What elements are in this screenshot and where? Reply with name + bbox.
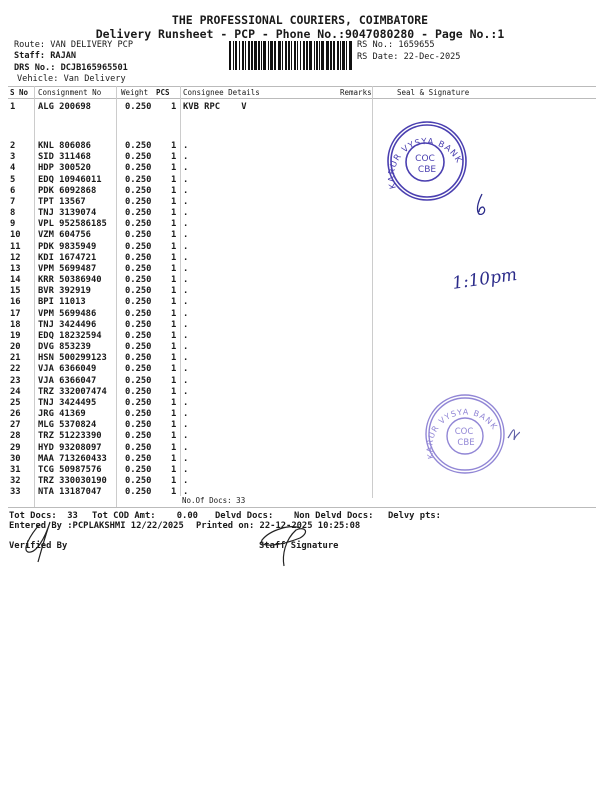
barcode-bar <box>239 41 240 70</box>
consignment-no: ALG 200698 <box>38 102 91 112</box>
signature-scribbles <box>0 510 600 570</box>
consignee-details: . <box>183 342 189 353</box>
weight: 0.250 <box>125 397 152 408</box>
bank-stamp-1 <box>384 118 474 208</box>
consignment-no: HYD 93208097 <box>38 442 102 453</box>
barcode-bar <box>270 41 273 70</box>
consignee-details: . <box>183 163 189 174</box>
consignment-no: VPL 952586185 <box>38 219 107 230</box>
barcode-bar <box>314 41 315 70</box>
consignment-no: VPM 5699486 <box>38 308 97 319</box>
table-row <box>0 197 600 208</box>
consignment-no: PDK 6092868 <box>38 185 97 196</box>
consignee-details: . <box>183 487 189 498</box>
col-pcs: PCS <box>156 88 170 97</box>
svg-text:COC: COC <box>454 427 474 437</box>
barcode-bar <box>300 41 301 70</box>
barcode-bar <box>326 41 329 70</box>
consignment-no: DVG 853239 <box>38 342 91 353</box>
pcs: 1 <box>171 386 177 397</box>
barcode-bar <box>261 41 262 70</box>
barcode-bar <box>337 41 339 70</box>
weight: 0.250 <box>125 342 152 353</box>
no-of-docs: No.Of Docs: 33 <box>182 496 246 505</box>
barcode-bar <box>346 41 347 70</box>
table-row <box>0 364 600 375</box>
table-row <box>0 141 600 152</box>
table-row <box>0 342 600 353</box>
consignee-details: KVB RPC V <box>183 102 247 112</box>
pcs: 1 <box>171 185 177 196</box>
weight: 0.250 <box>125 241 152 252</box>
consignee-details: . <box>183 208 189 219</box>
pcs: 1 <box>171 208 177 219</box>
barcode-bar <box>229 41 231 70</box>
consignee-details: . <box>183 397 189 408</box>
weight: 0.250 <box>125 230 152 241</box>
barcode <box>229 41 354 70</box>
barcode-bar <box>278 41 281 70</box>
s-no: 19 <box>10 330 21 341</box>
consignment-no: TCG 50987576 <box>38 464 102 475</box>
consignee-details: . <box>183 420 189 431</box>
weight: 0.250 <box>125 319 152 330</box>
s-no: 12 <box>10 252 21 263</box>
pcs: 1 <box>171 319 177 330</box>
consignee-details: . <box>183 286 189 297</box>
consignee-details: . <box>183 141 189 151</box>
verified-by: Verified By <box>9 541 68 551</box>
s-no: 18 <box>10 319 21 330</box>
weight: 0.250 <box>125 152 152 163</box>
table-row <box>0 331 600 342</box>
weight: 0.250 <box>125 476 152 487</box>
pcs: 1 <box>171 330 177 341</box>
barcode-bar <box>333 41 335 70</box>
table-row <box>0 208 600 219</box>
consignment-no: TNJ 3139074 <box>38 208 97 219</box>
barcode-bar <box>319 41 320 70</box>
barcode-bar <box>291 41 292 70</box>
consignment-no: HSN 500299123 <box>38 353 107 364</box>
table-row <box>0 175 600 186</box>
weight: 0.250 <box>125 286 152 297</box>
weight: 0.250 <box>125 208 152 219</box>
consignment-no: BPI 11013 <box>38 297 86 308</box>
table-row <box>0 186 600 197</box>
consignment-no: HDP 300520 <box>38 163 91 174</box>
table-row <box>0 353 600 364</box>
pcs: 1 <box>171 241 177 252</box>
barcode-bar <box>274 41 276 70</box>
s-no: 5 <box>10 174 16 185</box>
s-no: 2 <box>10 141 16 151</box>
non-delvd-docs: Non Delvd Docs: <box>294 511 374 521</box>
barcode-bar <box>245 41 246 70</box>
rs-no: RS No.: 1659655 <box>357 40 435 50</box>
barcode-bar <box>254 41 257 70</box>
s-no: 21 <box>10 353 21 364</box>
pcs: 1 <box>171 141 177 151</box>
staff: Staff: RAJAN <box>14 51 77 61</box>
barcode-bar <box>330 41 332 70</box>
consignee-details: . <box>183 375 189 386</box>
pcs: 1 <box>171 364 177 375</box>
barcode-bar <box>297 41 298 70</box>
pcs: 1 <box>171 174 177 185</box>
consignee-details: . <box>183 431 189 442</box>
barcode-bar <box>288 41 290 70</box>
consignee-details: . <box>183 230 189 241</box>
svg-text:COC: COC <box>415 154 435 164</box>
consignment-no: TRZ 332007474 <box>38 386 107 397</box>
s-no: 1 <box>10 102 16 112</box>
consignee-details: . <box>183 174 189 185</box>
weight: 0.250 <box>125 275 152 286</box>
s-no: 11 <box>10 241 21 252</box>
pcs: 1 <box>171 420 177 431</box>
pcs: 1 <box>171 442 177 453</box>
s-no: 6 <box>10 185 16 196</box>
tot-docs: Tot Docs: 33 <box>9 511 78 521</box>
svg-text:KARUR VYSYA BANK: KARUR VYSYA BANK <box>387 136 464 190</box>
entered-by: Entered By :PCPLAKSHMI 12/22/2025 <box>9 521 184 531</box>
consignment-no: KDI 1674721 <box>38 252 97 263</box>
consignment-no: SID 311468 <box>38 152 91 163</box>
s-no: 8 <box>10 208 16 219</box>
weight: 0.250 <box>125 453 152 464</box>
s-no: 25 <box>10 397 21 408</box>
weight: 0.250 <box>125 420 152 431</box>
weight: 0.250 <box>125 308 152 319</box>
col-seal: Seal & Signature <box>397 88 470 97</box>
rs-date: RS Date: 22-Dec-2025 <box>357 52 461 62</box>
col-sno: S No <box>10 88 29 97</box>
weight: 0.250 <box>125 431 152 442</box>
consignment-no: NTA 13187047 <box>38 487 102 498</box>
svg-text:KARUR VYSYA BANK: KARUR VYSYA BANK <box>425 407 500 460</box>
pcs: 1 <box>171 196 177 207</box>
barcode-bar <box>285 41 287 70</box>
barcode-bar <box>258 41 260 70</box>
pcs: 1 <box>171 152 177 163</box>
s-no: 9 <box>10 219 16 230</box>
table-row <box>0 297 600 308</box>
staff-signature: Staff Signature <box>259 541 339 551</box>
weight: 0.250 <box>125 263 152 274</box>
consignee-details: . <box>183 196 189 207</box>
weight: 0.250 <box>125 219 152 230</box>
consignment-no: EDQ 10946011 <box>38 174 102 185</box>
pcs: 1 <box>171 102 177 112</box>
weight: 0.250 <box>125 196 152 207</box>
s-no: 31 <box>10 464 21 475</box>
s-no: 33 <box>10 487 21 498</box>
consignment-no: KNL 806086 <box>38 141 91 151</box>
table-row <box>0 219 600 230</box>
table-row <box>0 163 600 174</box>
vehicle: Vehicle: Van Delivery <box>17 74 126 84</box>
s-no: 7 <box>10 196 16 207</box>
bank-stamp-2 <box>420 392 520 482</box>
weight: 0.250 <box>125 163 152 174</box>
consignee-details: . <box>183 297 189 308</box>
pcs: 1 <box>171 230 177 241</box>
s-no: 3 <box>10 152 16 163</box>
consignee-details: . <box>183 476 189 487</box>
consignment-no: EDQ 18232594 <box>38 330 102 341</box>
delvd-docs: Delvd Docs: <box>215 511 274 521</box>
consignment-no: VPM 5699487 <box>38 263 97 274</box>
pcs: 1 <box>171 263 177 274</box>
consignee-details: . <box>183 386 189 397</box>
barcode-bar <box>294 41 296 70</box>
barcode-bar <box>251 41 253 70</box>
pcs: 1 <box>171 286 177 297</box>
s-no: 29 <box>10 442 21 453</box>
weight: 0.250 <box>125 102 152 112</box>
pcs: 1 <box>171 163 177 174</box>
drs-no: DRS No.: DCJB165965501 <box>14 63 128 73</box>
barcode-bar <box>248 41 250 70</box>
col-remarks: Remarks <box>340 88 372 97</box>
consignee-details: . <box>183 219 189 230</box>
table-row <box>0 320 600 331</box>
s-no: 28 <box>10 431 21 442</box>
svg-text:CBE: CBE <box>417 165 437 175</box>
consignment-no: BVR 392919 <box>38 286 91 297</box>
consignee-details: . <box>183 353 189 364</box>
consignee-details: . <box>183 241 189 252</box>
barcode-bar <box>235 41 237 70</box>
route: Route: VAN DELIVERY PCP <box>14 40 133 50</box>
col-consignee: Consignee Details <box>183 88 260 97</box>
barcode-bar <box>268 41 269 70</box>
consignment-no: TRZ 330030190 <box>38 476 107 487</box>
weight: 0.250 <box>125 297 152 308</box>
table-row <box>0 487 600 498</box>
barcode-bar <box>306 41 308 70</box>
pcs: 1 <box>171 308 177 319</box>
consignee-details: . <box>183 263 189 274</box>
pcs: 1 <box>171 275 177 286</box>
s-no: 17 <box>10 308 21 319</box>
s-no: 4 <box>10 163 16 174</box>
consignment-no: TNJ 3424495 <box>38 397 97 408</box>
pcs: 1 <box>171 342 177 353</box>
svg-text:CBE: CBE <box>457 438 475 448</box>
table-row <box>0 242 600 253</box>
consignee-details: . <box>183 308 189 319</box>
s-no: 15 <box>10 286 21 297</box>
consignment-no: VJA 6366047 <box>38 375 97 386</box>
barcode-bar <box>303 41 305 70</box>
handwritten-mark <box>470 190 500 220</box>
consignment-no: VJA 6366049 <box>38 364 97 375</box>
col-consignment: Consignment No <box>38 88 102 97</box>
table-row <box>0 253 600 264</box>
company-title: THE PROFESSIONAL COURIERS, COIMBATORE <box>171 13 429 27</box>
pcs: 1 <box>171 397 177 408</box>
pcs: 1 <box>171 353 177 364</box>
barcode-bar <box>340 41 341 70</box>
weight: 0.250 <box>125 185 152 196</box>
barcode-bar <box>321 41 324 70</box>
weight: 0.250 <box>125 464 152 475</box>
consignee-details: . <box>183 319 189 330</box>
weight: 0.250 <box>125 487 152 498</box>
barcode-bar <box>342 41 345 70</box>
barcode-bar <box>263 41 266 70</box>
pcs: 1 <box>171 464 177 475</box>
table-row <box>0 376 600 387</box>
weight: 0.250 <box>125 409 152 420</box>
s-no: 24 <box>10 386 21 397</box>
barcode-bar <box>282 41 283 70</box>
consignment-no: TRZ 51223390 <box>38 431 102 442</box>
s-no: 26 <box>10 409 21 420</box>
s-no: 13 <box>10 263 21 274</box>
weight: 0.250 <box>125 442 152 453</box>
weight: 0.250 <box>125 386 152 397</box>
consignee-details: . <box>183 364 189 375</box>
barcode-bar <box>349 41 352 70</box>
consignee-details: . <box>183 252 189 263</box>
consignee-details: . <box>183 330 189 341</box>
pcs: 1 <box>171 409 177 420</box>
delvy-pts: Delvy pts: <box>388 511 441 521</box>
s-no: 20 <box>10 342 21 353</box>
consignment-no: VZM 604756 <box>38 230 91 241</box>
weight: 0.250 <box>125 364 152 375</box>
table-row <box>0 102 600 113</box>
weight: 0.250 <box>125 174 152 185</box>
consignee-details: . <box>183 152 189 163</box>
barcode-bar <box>309 41 312 70</box>
consignee-details: . <box>183 275 189 286</box>
weight: 0.250 <box>125 353 152 364</box>
printed-on: Printed on: 22-12-2025 10:25:08 <box>196 521 361 531</box>
barcode-bar <box>233 41 234 70</box>
consignment-no: KRR 50386940 <box>38 275 102 286</box>
consignment-no: TNJ 3424496 <box>38 319 97 330</box>
s-no: 14 <box>10 275 21 286</box>
table-row <box>0 286 600 297</box>
table-row <box>0 152 600 163</box>
barcode-bar <box>316 41 318 70</box>
handwritten-time: 1:10pm <box>451 264 519 294</box>
pcs: 1 <box>171 431 177 442</box>
consignment-no: TPT 13567 <box>38 196 86 207</box>
s-no: 30 <box>10 453 21 464</box>
s-no: 22 <box>10 364 21 375</box>
pcs: 1 <box>171 487 177 498</box>
consignee-details: . <box>183 453 189 464</box>
pcs: 1 <box>171 219 177 230</box>
weight: 0.250 <box>125 375 152 386</box>
table-row <box>0 230 600 241</box>
weight: 0.250 <box>125 141 152 151</box>
pcs: 1 <box>171 476 177 487</box>
barcode-bar <box>242 41 244 70</box>
s-no: 23 <box>10 375 21 386</box>
runsheet-title: Delivery Runsheet - PCP - Phone No.:9047080280 - Page No.:1 <box>95 27 505 41</box>
s-no: 16 <box>10 297 21 308</box>
weight: 0.250 <box>125 252 152 263</box>
consignment-no: JRG 41369 <box>38 409 86 420</box>
consignment-no: MAA 713260433 <box>38 453 107 464</box>
pcs: 1 <box>171 297 177 308</box>
consignee-details: . <box>183 442 189 453</box>
pcs: 1 <box>171 375 177 386</box>
pcs: 1 <box>171 453 177 464</box>
s-no: 27 <box>10 420 21 431</box>
table-row <box>0 309 600 320</box>
consignee-details: . <box>183 185 189 196</box>
pcs: 1 <box>171 252 177 263</box>
s-no: 32 <box>10 476 21 487</box>
tot-cod: Tot COD Amt: 0.00 <box>92 511 198 521</box>
s-no: 10 <box>10 230 21 241</box>
consignment-no: MLG 5370824 <box>38 420 97 431</box>
consignee-details: . <box>183 409 189 420</box>
weight: 0.250 <box>125 330 152 341</box>
col-weight: Weight <box>121 88 149 97</box>
consignee-details: . <box>183 464 189 475</box>
consignment-no: PDK 9835949 <box>38 241 97 252</box>
